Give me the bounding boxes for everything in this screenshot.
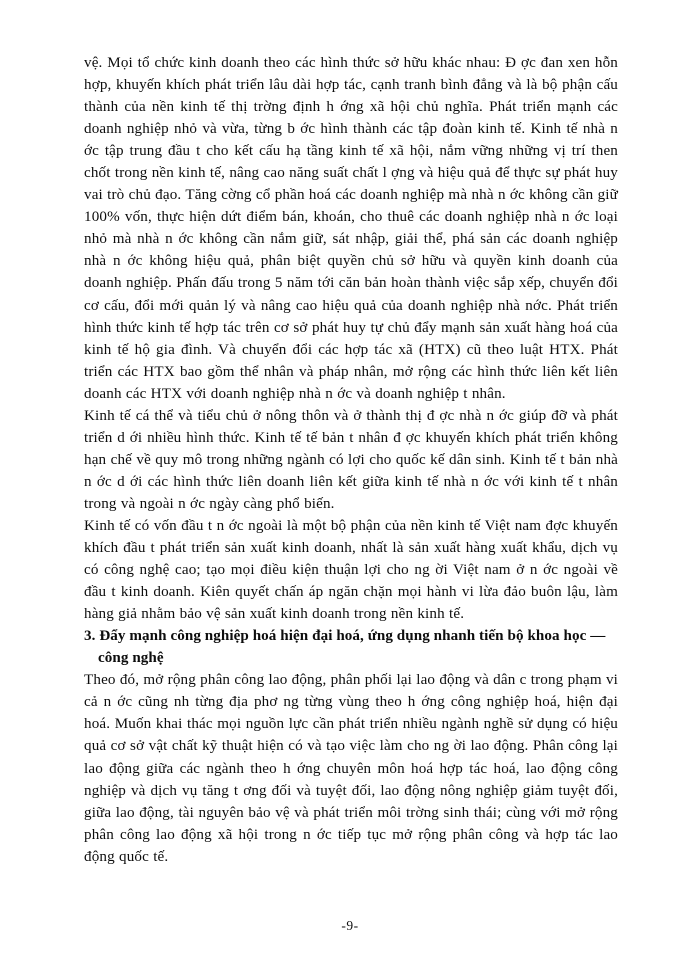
paragraph-labor-division: Theo đó, mở rộng phân công lao động, phân phối lại lao động và dân c trong phạm vi cả n ớc cũng nh từng địa phơ ng từng vùng theo h ớng công nghiệp hoá, hiện đại hoá. Muốn khai thác mọi nguồn lực cần phát triển nhiều ngành nghề sử dụng có hiệu quả cơ sở vật chất kỹ thuật hiện có và tạo việc làm cho ng ời lao động. Phân công lại lao động giữa các ngành theo h ớng chuyên môn hoá hợp tác hoá, lao động công nghiệp và dịch vụ tăng t ơng đối và tuyệt đối, lao động nông nghiệp giảm tuyệt đối, giữa lao động, tài nguyên bảo vệ và phát triển môi trờng sinh thái; cùng với mở rộng phân công lao động xã hội trong n ớc tiếp tục mở rộng phân công và hợp tác lao động quốc tế.: [84, 672, 618, 865]
paragraph-individual-economy: Kinh tế cá thể và tiểu chủ ở nông thôn và ở thành thị đ ợc nhà n ớc giúp đỡ và phát triển d ới nhiều hình thức. Kinh tế tế bản t nhân đ ợc khuyến khích phát triển không hạn chế về quy mô trong những ngành có lợi cho quốc kế dân sinh. Kinh tế t bản nhà n ớc d ới các hình thức liên doanh liên kết giữa kinh tế nhà n ớc với kinh tế t nhân trong và ngoài n ớc ngày càng phổ biến.: [84, 407, 618, 512]
page-number-footer: -9-: [341, 918, 359, 933]
paragraph-economic-organizations: vệ. Mọi tổ chức kinh doanh theo các hình thức sở hữu khác nhau: Đ ợc đan xen hỗn hợp, khuyến khích phát triển lâu dài hợp tác, cạnh tranh bình đẳng và là bộ phận cấu thành của nền kinh tế thị trờng định h ớng xã hội chủ nghĩa. Phát triển mạnh các doanh nghiệp nhỏ và vừa, từng b ớc hình thành các tập đoàn kinh tế. Kinh tế nhà n ớc tập trung đầu t cho kết cấu hạ tầng kinh tế xã hội, nắm vững những vị trí then chốt trong nền kinh tế, nâng cao năng suất chất l ợng và hiệu quả để thực sự phát huy vai trò chủ đạo. Tăng cờng cổ phần hoá các doanh nghiệp mà nhà n ớc không cần giữ 100% vốn, thực hiện dứt điểm bán, khoán, cho thuê các doanh nghiệp nhà n ớc loại nhỏ mà nhà n ớc không cần nắm giữ, sát nhập, giải thể, phá sản các doanh nghiệp nhà n ớc không hiệu quả, phân biệt quyền chủ sở hữu và quyền kinh doanh của doanh nghiệp. Phấn đấu trong 5 năm tới căn bản hoàn thành việc sắp xếp, chuyển đổi cơ cấu, đổi mới quản lý và nâng cao hiệu quả của doanh nghiệp nhà nớc. Phát triển hình thức kinh tế hợp tác trên cơ sở phát huy tự chủ đẩy mạnh sản xuất hàng hoá của kinh tế hộ gia đình. Và chuyển đổi các hợp tác xã (HTX) cũ theo luật HTX. Phát triển các HTX bao gồm thể nhân và pháp nhân, mở rộng các hình thức liên kết liên doanh các HTX với doanh nghiệp nhà n ớc và doanh nghiệp t nhân.: [84, 55, 618, 402]
paragraph-foreign-investment: Kinh tế có vốn đầu t n ớc ngoài là một bộ phận của nền kinh tế Việt nam đợc khuyến khích đầu t phát triển sản xuất kinh doanh, nhất là sản xuất hàng xuất khẩu, dịch vụ có công nghệ cao; tạo mọi điều kiện thuận lợi cho ng ời Việt nam ở n ớc ngoài về đầu t kinh doanh. Kiên quyết chấn áp ngăn chặn mọi hành vi lừa đảo buôn lậu, làm hàng giả nhằm bảo vệ sản xuất kinh doanh trong nền kinh tế.: [84, 517, 618, 623]
section-heading-3: [84, 625, 618, 669]
section-heading-3-line-2: công nghệ: [98, 650, 164, 667]
page-text-block: [84, 52, 618, 868]
section-heading-3-line-1: 3. Đẩy mạnh công nghiệp hoá hiện đại hoá, ứng dụng nhanh tiến bộ khoa học —: [84, 628, 606, 645]
